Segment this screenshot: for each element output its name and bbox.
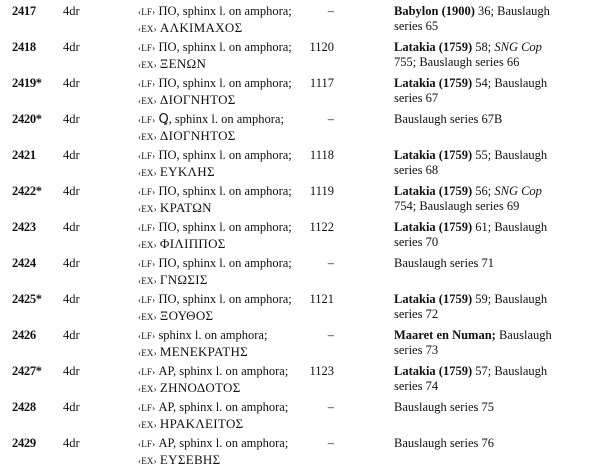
magistrate-name: ΕΥΚΛΗΣ [159, 164, 215, 179]
reference-line-1 [394, 4, 594, 19]
left-field-tag: ‹LF› [138, 7, 156, 17]
reference-text: 54; Bauslaugh [472, 76, 548, 90]
reverse-legend [138, 452, 338, 469]
exergue-tag: ‹EX› [138, 132, 157, 142]
obverse-text: ΠΟ, sphinx l. on amphora; [158, 220, 292, 234]
denomination: 4dr [63, 256, 80, 270]
references [394, 40, 594, 70]
reference-line-1 [394, 148, 594, 163]
exergue-tag: ‹EX› [138, 60, 157, 70]
obverse-text: ΑΡ, sphinx l. on amphora; [158, 364, 289, 378]
exergue-tag: ‹EX› [138, 384, 157, 394]
die-number: 1119 [309, 184, 334, 198]
denomination: 4dr [63, 40, 80, 54]
hoard-reference: Latakia (1759) [394, 40, 473, 54]
reference-line-1 [394, 40, 594, 55]
die-number: – [327, 436, 334, 450]
left-field-tag: ‹LF› [138, 439, 156, 449]
obverse-text: ΠΟ, sphinx l. on amphora; [158, 4, 292, 18]
obverse-text: ΠΟ, sphinx l. on amphora; [158, 40, 292, 54]
obverse-text: ΠΟ, sphinx l. on amphora; [158, 148, 292, 162]
obverse-text: ΠΟ, sphinx l. on amphora; [158, 184, 292, 198]
hoard-reference: Latakia (1759) [394, 364, 473, 378]
catalog-number: 2422* [12, 184, 42, 198]
reverse-legend [138, 200, 338, 217]
reference-line-2: series 72 [394, 307, 439, 321]
reference-text: Bauslaugh series 67B [394, 112, 503, 126]
denomination: 4dr [63, 400, 80, 414]
references [394, 328, 594, 358]
denomination: 4dr [63, 4, 80, 18]
reference-text: 36; Bauslaugh [474, 4, 550, 18]
references [394, 184, 594, 214]
references [394, 256, 594, 271]
reference-text: 61; Bauslaugh [472, 220, 548, 234]
hoard-reference: Latakia (1759) [394, 292, 473, 306]
reference-line-2: 754; Bauslaugh series 69 [394, 199, 520, 213]
left-field-tag: ‹LF› [138, 295, 156, 305]
magistrate-name: ΕΥΣΕΒΗΣ [159, 452, 221, 467]
references [394, 364, 594, 394]
reference-line-1 [394, 292, 594, 307]
reference-text: 57; Bauslaugh [472, 364, 548, 378]
catalog-number: 2424 [12, 256, 36, 270]
reference-line-1 [394, 184, 594, 199]
magistrate-name: ΔΙΟΓΝΗΤΟΣ [159, 92, 236, 107]
magistrate-name: ΑΛΚΙΜΑΧΟΣ [159, 20, 243, 35]
catalog-entry [0, 220, 601, 256]
exergue-tag: ‹EX› [138, 348, 157, 358]
reverse-legend [138, 128, 338, 145]
reference-line-1 [394, 76, 594, 91]
reference-text: Bauslaugh series 75 [394, 400, 494, 414]
magistrate-name: ΞΕΝΩΝ [159, 56, 207, 71]
left-field-tag: ‹LF› [138, 331, 156, 341]
magistrate-name: ΞΟΥΘΟΣ [159, 308, 214, 323]
exergue-tag: ‹EX› [138, 240, 157, 250]
die-number: – [327, 400, 334, 414]
obverse-text: ΠΟ, sphinx l. on amphora; [158, 256, 292, 270]
exergue-tag: ‹EX› [138, 456, 157, 466]
denomination: 4dr [63, 292, 80, 306]
denomination: 4dr [63, 148, 80, 162]
die-number: 1122 [309, 220, 334, 234]
catalog-number: 2428 [12, 400, 36, 414]
reverse-legend [138, 56, 338, 73]
catalog-number: 2426 [12, 328, 36, 342]
exergue-tag: ‹EX› [138, 312, 157, 322]
catalog-number: 2417 [12, 4, 36, 18]
reference-line-1 [394, 436, 594, 451]
die-number: 1121 [309, 292, 334, 306]
obverse-text: ΑΡ, sphinx l. on amphora; [158, 436, 289, 450]
references [394, 112, 594, 127]
left-field-tag: ‹LF› [138, 187, 156, 197]
catalog-entry [0, 436, 601, 472]
catalog-entry [0, 256, 601, 292]
magistrate-name: ΜΕΝΕΚΡΑΤΗΣ [159, 344, 249, 359]
references [394, 400, 594, 415]
catalog-number: 2429 [12, 436, 36, 450]
reference-text: 58; [472, 40, 495, 54]
reference-line-2: series 70 [394, 235, 439, 249]
denomination: 4dr [63, 436, 80, 450]
catalog-entry [0, 112, 601, 148]
reference-text: 59; Bauslaugh [472, 292, 548, 306]
obverse-text: ΑΡ, sphinx l. on amphora; [158, 400, 289, 414]
reference-line-2: series 73 [394, 343, 439, 357]
die-number: – [327, 112, 334, 126]
reference-line-2: series 68 [394, 163, 439, 177]
catalog-number: 2419* [12, 76, 42, 90]
reverse-legend [138, 416, 338, 433]
die-number: – [327, 328, 334, 342]
die-number: 1123 [309, 364, 334, 378]
references [394, 76, 594, 106]
reverse-legend [138, 344, 338, 361]
reverse-legend [138, 380, 338, 397]
denomination: 4dr [63, 76, 80, 90]
hoard-reference: Maaret en Numan; [394, 328, 496, 342]
catalog-entry [0, 40, 601, 76]
references [394, 4, 594, 34]
catalog-number: 2427* [12, 364, 42, 378]
hoard-reference: Latakia (1759) [394, 220, 473, 234]
reference-text: Bauslaugh series 71 [394, 256, 494, 270]
reference-line-2: series 67 [394, 91, 439, 105]
magistrate-name: ΓΝΩΣΙΣ [159, 272, 208, 287]
reverse-legend [138, 272, 338, 289]
left-field-tag: ‹LF› [138, 223, 156, 233]
left-field-tag: ‹LF› [138, 43, 156, 53]
reference-line-1 [394, 364, 594, 379]
hoard-reference: Latakia (1759) [394, 184, 473, 198]
reference-line-2: series 65 [394, 19, 439, 33]
magistrate-name: ΖΗΝΟΔΟΤΟΣ [159, 380, 241, 395]
catalog-entry [0, 292, 601, 328]
denomination: 4dr [63, 328, 80, 342]
denomination: 4dr [63, 220, 80, 234]
exergue-tag: ‹EX› [138, 204, 157, 214]
reverse-legend [138, 164, 338, 181]
magistrate-name: ΔΙΟΓΝΗΤΟΣ [159, 128, 236, 143]
obverse-text: sphinx l. on amphora; [158, 328, 268, 342]
catalog-number: 2425* [12, 292, 42, 306]
reverse-legend [138, 92, 338, 109]
catalog-entry [0, 184, 601, 220]
catalog-entry [0, 328, 601, 364]
die-number: 1117 [309, 76, 334, 90]
reference-text: 55; Bauslaugh [472, 148, 548, 162]
reverse-legend [138, 236, 338, 253]
sng-reference: SNG Cop [494, 184, 542, 198]
catalog-number: 2421 [12, 148, 36, 162]
catalog-entry [0, 4, 601, 40]
die-number: – [327, 256, 334, 270]
catalog-number: 2423 [12, 220, 36, 234]
reverse-legend [138, 20, 338, 37]
denomination: 4dr [63, 184, 80, 198]
references [394, 292, 594, 322]
hoard-reference: Latakia (1759) [394, 148, 473, 162]
left-field-tag: ‹LF› [138, 367, 156, 377]
exergue-tag: ‹EX› [138, 96, 157, 106]
exergue-tag: ‹EX› [138, 24, 157, 34]
catalog-entry [0, 76, 601, 112]
left-field-tag: ‹LF› [138, 259, 156, 269]
exergue-tag: ‹EX› [138, 276, 157, 286]
left-field-tag: ‹LF› [138, 115, 156, 125]
sng-reference: SNG Cop [494, 40, 542, 54]
obverse-text: ΠΟ, sphinx l. on amphora; [158, 292, 292, 306]
die-number: 1120 [309, 40, 334, 54]
catalog-entry [0, 400, 601, 436]
coin-catalog-table [0, 4, 601, 472]
left-field-tag: ‹LF› [138, 151, 156, 161]
catalog-entry [0, 148, 601, 184]
reference-text: Bauslaugh series 76 [394, 436, 494, 450]
reference-line-1 [394, 112, 594, 127]
reverse-legend [138, 308, 338, 325]
magistrate-name: ΚΡΑΤΩΝ [159, 200, 212, 215]
denomination: 4dr [63, 364, 80, 378]
hoard-reference: Babylon (1900) [394, 4, 475, 18]
catalog-number: 2420* [12, 112, 42, 126]
exergue-tag: ‹EX› [138, 168, 157, 178]
references [394, 148, 594, 178]
left-field-tag: ‹LF› [138, 79, 156, 89]
catalog-entry [0, 364, 601, 400]
die-number: – [327, 4, 334, 18]
obverse-text: , sphinx l. on amphora; [168, 112, 284, 126]
magistrate-name: ΦΙΛΙΠΠΟΣ [159, 236, 226, 251]
reference-line-1 [394, 400, 594, 415]
left-field-tag: ‹LF› [138, 403, 156, 413]
die-number: 1118 [309, 148, 334, 162]
catalog-number: 2418 [12, 40, 36, 54]
reference-text: Bauslaugh [495, 328, 552, 342]
reference-line-2: 755; Bauslaugh series 66 [394, 55, 520, 69]
obverse-text: ΠΟ, sphinx l. on amphora; [158, 76, 292, 90]
references [394, 436, 594, 451]
reference-line-1 [394, 220, 594, 235]
denomination: 4dr [63, 112, 80, 126]
magistrate-name: ΗΡΑΚΛΕΙΤΟΣ [159, 416, 244, 431]
reference-line-1 [394, 256, 594, 271]
reference-line-2: series 74 [394, 379, 439, 393]
hoard-reference: Latakia (1759) [394, 76, 473, 90]
references [394, 220, 594, 250]
reference-text: 56; [472, 184, 495, 198]
exergue-tag: ‹EX› [138, 420, 157, 430]
monogram-icon: Ꝗ [158, 112, 169, 127]
reference-line-1 [394, 328, 594, 343]
